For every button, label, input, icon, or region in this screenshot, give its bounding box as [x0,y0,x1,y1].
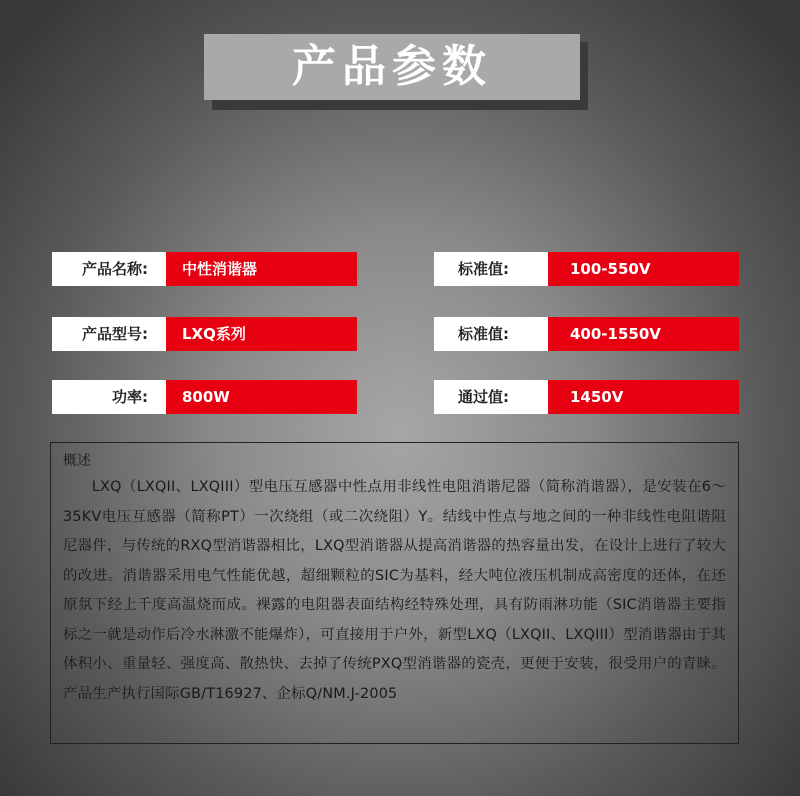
param-row-model [52,317,357,351]
param-label: 产品名称: [52,252,166,286]
overview-box [50,442,739,744]
param-label: 通过值: [434,380,548,414]
param-label: 标准值: [434,317,548,351]
page-title: 产品参数 [204,34,580,100]
param-row-standard-1 [434,252,739,286]
param-label: 产品型号: [52,317,166,351]
param-row-standard-2 [434,317,739,351]
param-row-pass [434,380,739,414]
param-row-power [52,380,357,414]
overview-title: 概述 [63,453,91,469]
param-value: 中性消谐器 [166,252,357,286]
param-value: 800W [166,380,357,414]
param-value: 1450V [548,380,739,414]
overview-text: LXQ（LXQII、LXQIII）型电压互感器中性点用非线性电阻消谐尼器（简称消谐器），是安装在6～35KV电压互感器（简称PT）一次绕组（或二次绕阻）Y。结线中性点与地之间的一种非线性电阻谐阻尼器件，与传统的RXQ型消谐器相比，LXQ型消谐器从提高消谐器的热容量出发，在设计上进行了较大的改进。消谐器采用电气性能优越，超细颗粒的SIC为基料，经大吨位液压机制成高密度的还体，在还原氛下经上千度高温烧而成。裸露的电阻器表面结构经特殊处理，具有防雨淋功能（SIC消谐器主要指标之一就是动作后冷水淋激不能爆炸），可直接用于户外，新型LXQ（LXQII、LXQIII）型消谐器由于其体积小、重量轻、强度高、散热快、去掉了传统PXQ型消谐器的瓷壳，更便于安装，很受用户的青睐。产品生产执行国际GB/T16927、企标Q/NM.J-2005 [63,479,726,702]
param-value: 400-1550V [548,317,739,351]
param-value: LXQ系列 [166,317,357,351]
param-value: 100-550V [548,252,739,286]
param-label: 功率: [52,380,166,414]
param-label: 标准值: [434,252,548,286]
param-row-name [52,252,357,286]
